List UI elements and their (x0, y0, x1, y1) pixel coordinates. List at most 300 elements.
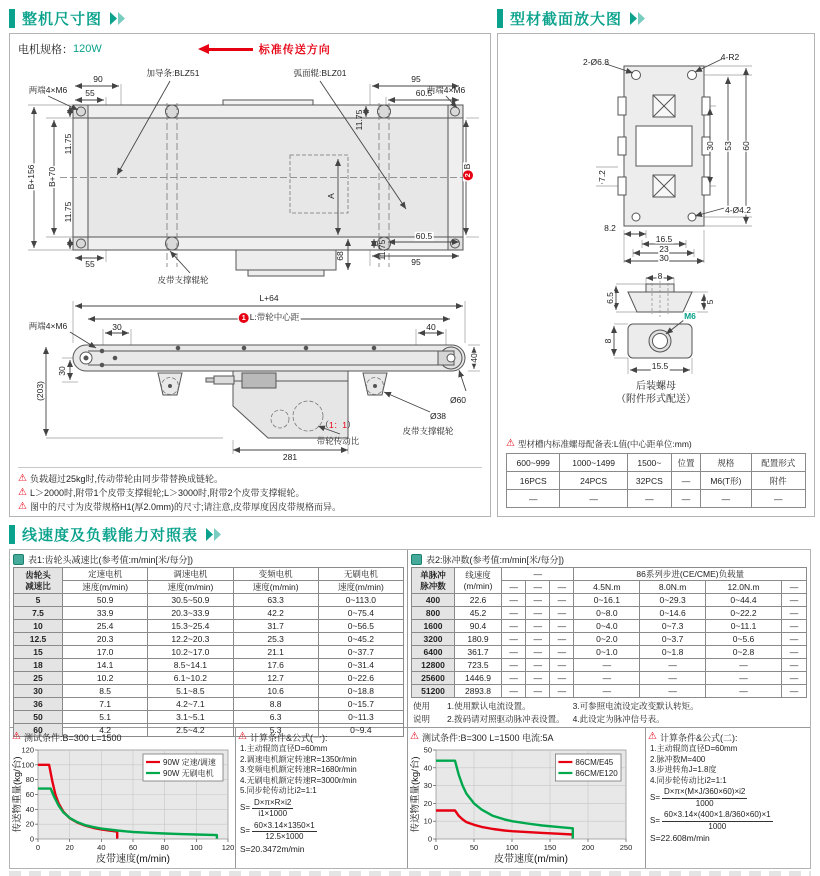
dim-label: 11.75 (376, 239, 387, 261)
dim-label: (203) (34, 381, 45, 401)
table-cell: — (526, 594, 550, 607)
svg-text:30: 30 (423, 781, 432, 791)
table-cell: — (701, 490, 751, 508)
table-cell: 4.2~7.1 (148, 698, 233, 711)
column-header: 变频电机 (233, 568, 318, 581)
table-cell: — (550, 672, 574, 685)
dim-label: 60 (740, 141, 751, 151)
table-cell: 5.3 (233, 724, 318, 737)
table-cell: 24PCS (560, 472, 627, 490)
table-cell: 15 (14, 646, 63, 659)
nut-caption: 后装螺母 (636, 381, 676, 392)
table-cell: 0~31.4 (318, 659, 403, 672)
formula-line: 1.主动辊筒直径D=60mm (650, 744, 738, 753)
table-cell: 1446.9 (455, 672, 502, 685)
table-cell: 0~3.7 (640, 633, 706, 646)
fraction-numerator: 60×3.14×(400×1.8/360×60)×1 (662, 810, 773, 822)
dim-label: Ø38 (429, 410, 447, 421)
section-arrow-icon (205, 528, 223, 541)
dim-label: 40 (426, 321, 436, 332)
section-arrow-icon (629, 12, 647, 25)
fraction (252, 798, 293, 820)
table-cell: — (640, 659, 706, 672)
profile-linework (506, 44, 806, 264)
table-cell: 0~5.6 (706, 633, 782, 646)
table-cell: — (782, 620, 807, 633)
table-row (14, 568, 404, 581)
svg-text:0: 0 (35, 843, 41, 852)
table-body (14, 594, 404, 737)
profile-box (497, 33, 815, 517)
fraction-denominator: 12.5×1000 (265, 832, 304, 841)
table-cell: 0~8.0 (574, 607, 640, 620)
table-row (412, 594, 807, 607)
table-cell: — (550, 659, 574, 672)
table-body (412, 594, 807, 698)
table-cell: 0~2.8 (706, 646, 782, 659)
table-cell: 10 (14, 620, 63, 633)
table-cell: 4.2 (63, 724, 148, 737)
svg-text:120: 120 (221, 843, 234, 852)
table-cell: 2.5~4.2 (148, 724, 233, 737)
svg-text:20: 20 (65, 843, 74, 852)
table-cell: 25600 (412, 672, 455, 685)
table-cell: 0~15.7 (318, 698, 403, 711)
formula-body (648, 744, 809, 844)
formula-prefix: S= (650, 792, 661, 802)
table-row (14, 607, 404, 620)
formula-body (238, 744, 406, 854)
table-cell: — (782, 685, 807, 698)
table-cell: — (574, 672, 640, 685)
fraction-numerator: D×π×(M×J/360×60)×i2 (662, 787, 747, 799)
svg-text:20: 20 (423, 798, 432, 808)
table-cell: 0~4.0 (574, 620, 640, 633)
dim-label (321, 421, 356, 430)
usage-notes (411, 698, 807, 728)
table-cell: 17.6 (233, 659, 318, 672)
table-cell: 90.4 (455, 620, 502, 633)
note-line (18, 472, 482, 486)
column-header: 调速电机 (148, 568, 233, 581)
table2-caption-text: 表2:脉冲数(参考值:m/min[米/每分]) (426, 554, 565, 565)
svg-text:120: 120 (21, 745, 34, 755)
column-header: 配置形式 (751, 454, 805, 472)
dim-label: 2B (463, 163, 473, 182)
table-row (412, 659, 807, 672)
table-cell: 0~45.2 (318, 633, 403, 646)
table-cell: 5 (14, 594, 63, 607)
formula-line: 1.主动辊筒直径D=60mm (240, 744, 328, 753)
dim-label: 11.75 (62, 133, 73, 155)
dim-label: 4-Ø4.2 (725, 204, 751, 215)
section-header-speed (9, 522, 811, 546)
label-part: （ (320, 419, 330, 430)
test-conditions-text: 测试条件:B=300 L=1500 电流:5A (421, 732, 554, 743)
dim-label: 281 (282, 451, 298, 462)
svg-text:传送物重量(kg/台): 传送物重量(kg/台) (12, 756, 23, 833)
column-subheader: 4.5N.m (574, 581, 640, 594)
section-title: 整机尺寸图 (22, 10, 103, 28)
table-cell: 8.5~14.1 (148, 659, 233, 672)
section-title: 线速度及负载能力对照表 (22, 526, 199, 544)
formula-line: 3.变频电机额定转速R=1680r/min (240, 765, 357, 774)
usage-line: 3.可参照电流设定改变默认转矩。 (572, 701, 699, 711)
table-row (14, 581, 404, 594)
table-cell: 0~56.5 (318, 620, 403, 633)
dim-label: 30 (659, 252, 669, 263)
table-cell: — (550, 607, 574, 620)
column-subheader: 速度(m/min) (233, 581, 318, 594)
dim-label: 23 (659, 243, 669, 254)
table-cell: 32PCS (627, 472, 671, 490)
table-cell: 3.1~5.1 (148, 711, 233, 724)
table-cell: 20.3 (63, 633, 148, 646)
formula1-panel (236, 728, 407, 868)
table-row (507, 472, 806, 490)
table-cell: 22.6 (455, 594, 502, 607)
table-cell: — (627, 490, 671, 508)
table-icon (411, 554, 422, 565)
formula-result: S=20.3472m/min (240, 843, 305, 854)
table-cell: 16PCS (507, 472, 560, 490)
svg-text:150: 150 (543, 843, 557, 852)
dim-label: 11.75 (62, 201, 73, 223)
table-cell: 6.3 (233, 711, 318, 724)
dim-label: 40 (468, 353, 479, 363)
warning-icon: ⚠ (648, 731, 657, 742)
table-cell: 12.2~20.3 (148, 633, 233, 646)
fraction-denominator: 1000 (708, 821, 727, 831)
table-cell: — (502, 620, 526, 633)
formula-line: 2.脉冲数M=400 (650, 754, 706, 764)
column-header: 1000~1499 (560, 454, 627, 472)
table-cell: 0~11.1 (706, 620, 782, 633)
table-cell: — (574, 659, 640, 672)
dim-label: 4-R2 (720, 51, 740, 62)
table-cell: — (706, 672, 782, 685)
table-cell: — (782, 607, 807, 620)
header-bar (9, 9, 15, 28)
table-row (412, 672, 807, 685)
table-cell: 18 (14, 659, 63, 672)
charts-row-right (408, 728, 810, 868)
table-cell: 14.1 (63, 659, 148, 672)
table-cell: — (502, 685, 526, 698)
dim-label: 两端4×M6 (426, 84, 466, 95)
table-cell: 0~29.3 (640, 594, 706, 607)
dim-label: 7.2 (596, 170, 607, 182)
column-subheader: — (782, 581, 807, 594)
table-cell: 15.3~25.4 (148, 620, 233, 633)
speed-left-column (10, 550, 408, 868)
table-cell: 0~7.3 (640, 620, 706, 633)
load-speed-chart-90w (12, 744, 234, 864)
column-group-header: 86系列步进(CE/CME)负载量 (574, 568, 807, 581)
dim-label: 90 (93, 73, 103, 84)
header-line: 齿轮头 (25, 569, 51, 580)
table-cell: — (502, 633, 526, 646)
column-header (455, 568, 502, 594)
note-text: 负载超过25kg时,传动带轮由同步带替换成链轮。 (29, 474, 223, 484)
section-header-overall (9, 6, 491, 30)
load-speed-chart-86cm (410, 744, 632, 864)
table-cell: — (782, 672, 807, 685)
table-cell: 0~11.3 (318, 711, 403, 724)
table-cell: 361.7 (455, 646, 502, 659)
column-header: 1500~ (627, 454, 671, 472)
table-cell: 2893.8 (455, 685, 502, 698)
arrow-left-icon (198, 44, 209, 54)
table-cell: 10.2 (63, 672, 148, 685)
overall-notes (18, 467, 482, 514)
dim-label: B+156 (25, 164, 36, 190)
table-row (507, 490, 806, 508)
usage-col (573, 700, 699, 726)
dim-label: B+70 (46, 166, 57, 188)
table-cell: — (640, 672, 706, 685)
test-conditions-text: 测试条件:B=300 L=1500 (23, 732, 122, 743)
table-cell: 0~22.2 (706, 607, 782, 620)
formula-prefix: S= (240, 826, 251, 836)
table-cell: 21.1 (233, 646, 318, 659)
dim-label: 30 (56, 366, 67, 376)
table-cell: 0~2.0 (574, 633, 640, 646)
table-cell: — (526, 633, 550, 646)
chart1-test-conditions (12, 730, 234, 744)
table-cell: 45.2 (455, 607, 502, 620)
usage-label (413, 700, 439, 726)
formula-prefix: S= (650, 815, 661, 825)
arrow-shaft (209, 48, 253, 51)
table-cell: 0~1.0 (574, 646, 640, 659)
table-cell: — (502, 646, 526, 659)
svg-text:皮带速度(m/min): 皮带速度(m/min) (96, 854, 170, 864)
svg-text:50: 50 (423, 745, 432, 755)
table-row (507, 454, 806, 472)
table-cell: 60 (14, 724, 63, 737)
fraction (662, 810, 773, 832)
table-cell: 36 (14, 698, 63, 711)
table-row (14, 646, 404, 659)
dim-label: 皮带支撑辊轮 (402, 425, 454, 436)
table-cell: — (574, 685, 640, 698)
table-head (14, 568, 404, 594)
header-line: 单脉冲 (420, 569, 446, 580)
usage-line: 2.拨码请对照驱动脉冲表设置。 (447, 714, 565, 724)
table-cell: 30 (14, 685, 63, 698)
warning-icon: ⚠ (18, 473, 27, 484)
usage-line: 4.此设定为脉冲信号表。 (572, 714, 665, 724)
table-cell: — (502, 672, 526, 685)
header-line: 线速度 (465, 569, 491, 580)
speed-load-box (9, 549, 811, 869)
column-header: 600~999 (507, 454, 560, 472)
table-cell: — (526, 607, 550, 620)
header-line: 减速比 (25, 580, 51, 591)
dim-label: 两端4×M6 (28, 84, 68, 95)
dim-label: 8.2 (604, 222, 616, 233)
column-header: 位置 (671, 454, 700, 472)
table-cell: 33.9 (63, 607, 148, 620)
table-cell: 400 (412, 594, 455, 607)
table-cell: — (550, 594, 574, 607)
svg-text:0: 0 (427, 834, 432, 844)
profile-cross-section-drawing (506, 44, 806, 264)
header-bar (9, 525, 15, 544)
column-subheader: — (526, 581, 550, 594)
fraction-numerator: D×π×R×i2 (252, 798, 293, 810)
header-bar (497, 9, 503, 28)
t-nut-drawing (506, 272, 806, 380)
warning-icon: ⚠ (18, 487, 27, 498)
table-cell: 50 (14, 711, 63, 724)
usage-col (447, 700, 565, 726)
table-cell: 180.9 (455, 633, 502, 646)
motor-spec-label: 电机规格： (18, 44, 73, 56)
table-cell: — (526, 659, 550, 672)
direction-arrow (198, 41, 331, 57)
table-cell: — (706, 685, 782, 698)
table-cell: — (526, 646, 550, 659)
table-cell: — (526, 672, 550, 685)
column-header: 规格 (701, 454, 751, 472)
fraction-denominator: 1000 (695, 798, 714, 808)
warning-icon: ⚠ (506, 438, 515, 449)
table-cell: 25 (14, 672, 63, 685)
table-cell: 附件 (751, 472, 805, 490)
table-cell: 8.5 (63, 685, 148, 698)
warning-icon: ⚠ (410, 731, 419, 742)
formula-fraction-row (240, 798, 406, 820)
formula-result: S=22.608m/min (650, 833, 710, 843)
table-cell: — (671, 490, 700, 508)
table-cell: 0~22.6 (318, 672, 403, 685)
speed-right-column (408, 550, 810, 868)
chart1-panel (10, 728, 236, 868)
svg-text:40: 40 (25, 804, 34, 814)
table-cell: 31.7 (233, 620, 318, 633)
dim-label: 16.5 (655, 233, 673, 244)
header-line: (m/min) (463, 580, 493, 591)
table-row (14, 659, 404, 672)
table-icon (13, 554, 24, 565)
table-row (412, 568, 807, 581)
dim-label: 95 (411, 73, 421, 84)
svg-text:20: 20 (25, 819, 34, 829)
header-line: 脉冲数 (420, 580, 446, 591)
table-cell: — (550, 685, 574, 698)
table-cell: M6(T形) (701, 472, 751, 490)
dim-label: A (325, 193, 336, 199)
column-header: 无刷电机 (318, 568, 403, 581)
column-subheader: 速度(m/min) (63, 581, 148, 594)
column-subheader: — (550, 581, 574, 594)
circled-number: 2 (463, 170, 473, 180)
table-row (14, 698, 404, 711)
column-subheader: 速度(m/min) (318, 581, 403, 594)
dim-label: 95 (411, 256, 421, 267)
fraction-numerator: 60×3.14×1350×1 (252, 821, 317, 833)
column-subheader: 速度(m/min) (148, 581, 233, 594)
chart2-test-conditions (410, 730, 644, 744)
formula-line: 4.同步轮传动比i2=1:1 (650, 775, 727, 785)
svg-text:100: 100 (190, 843, 203, 852)
formula-line: 3.步进转角J=1.8度 (650, 765, 717, 774)
table-row (412, 607, 807, 620)
table-cell: — (507, 490, 560, 508)
note-line (18, 486, 482, 500)
dim-label: 55 (85, 258, 95, 269)
formula-line: 2.调速电机额定转速R=1350r/min (240, 754, 357, 764)
usage-label-line: 使用 (413, 701, 431, 711)
table-cell: 0~9.4 (318, 724, 403, 737)
table-cell: 6.1~10.2 (148, 672, 233, 685)
svg-text:80: 80 (25, 775, 34, 785)
svg-text:90W 无刷电机: 90W 无刷电机 (163, 768, 214, 778)
table-cell: — (502, 607, 526, 620)
table-cell: 50.9 (63, 594, 148, 607)
formula-line: 5.同步轮传动比i2=1:1 (240, 786, 317, 795)
formula2-panel (646, 728, 810, 868)
table1-zone (10, 550, 407, 735)
table-cell: — (550, 633, 574, 646)
dim-label: 60.5 (415, 230, 433, 241)
table-cell: — (550, 620, 574, 633)
fraction (252, 821, 317, 843)
table-cell: 0~37.7 (318, 646, 403, 659)
dim-label: 5 (704, 299, 715, 305)
formula-fraction-row (650, 810, 809, 832)
direction-label: 标准传送方向 (258, 44, 331, 56)
table-cell: — (640, 685, 706, 698)
table-cell: — (550, 646, 574, 659)
dim-label: 1 L:带轮中心距 (238, 313, 301, 323)
dim-label: 6.5 (604, 292, 615, 304)
table-cell: 5.1 (63, 711, 148, 724)
formula-prefix: S= (240, 803, 251, 813)
table-cell: — (782, 646, 807, 659)
dim-label: 两端4×M6 (28, 320, 68, 331)
svg-text:60: 60 (128, 843, 138, 852)
svg-text:100: 100 (505, 843, 519, 852)
dim-label: 60.5 (415, 87, 433, 98)
table-cell: — (671, 472, 700, 490)
table-cell: — (782, 633, 807, 646)
column-header (412, 568, 455, 594)
overall-side-view-drawing (18, 288, 482, 463)
motor-spec-row (18, 38, 482, 60)
svg-text:200: 200 (581, 843, 595, 852)
table-cell: 42.2 (233, 607, 318, 620)
table-cell: 17.0 (63, 646, 148, 659)
dim-label: 68 (334, 251, 345, 261)
dim-label: 8 (657, 270, 663, 281)
page-cut-strip (9, 871, 811, 876)
usage-line: 1.使用默认电流设置。 (447, 701, 531, 711)
chart2-panel (408, 728, 646, 868)
nut-note-text: 型材槽内标准螺母配备表:L值(中心距单位:mm) (517, 439, 692, 449)
table-cell: 25.4 (63, 620, 148, 633)
formula-title-text: 计算条件&公式(一): (249, 732, 328, 743)
table-cell: 6400 (412, 646, 455, 659)
dim-label: 53 (722, 141, 733, 151)
dim-label: M6 (684, 310, 696, 321)
column-header: 定速电机 (63, 568, 148, 581)
motor-spec-value: 120W (73, 43, 102, 55)
table-cell: 30.5~50.9 (148, 594, 233, 607)
table-cell: — (526, 620, 550, 633)
